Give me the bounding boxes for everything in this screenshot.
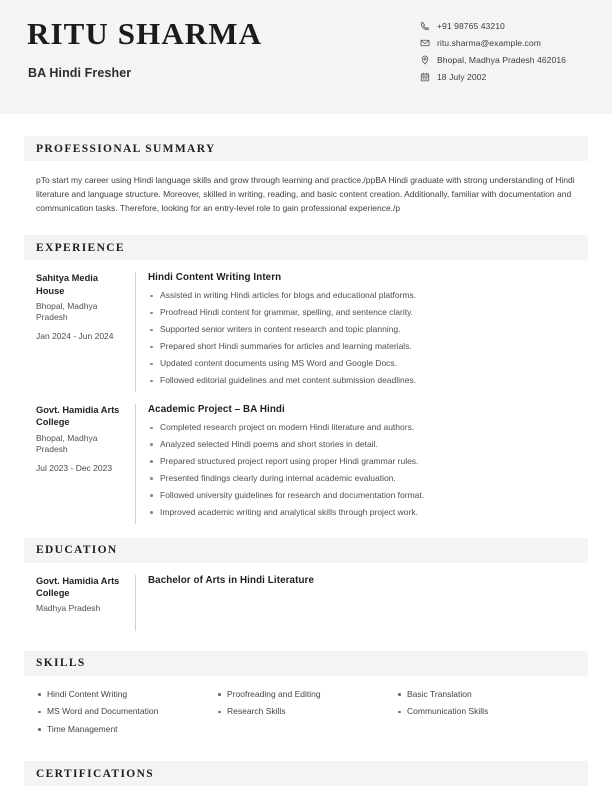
section-bar-summary [24,136,588,161]
education-degree: Bachelor of Arts in Hindi Literature [148,574,314,586]
section-title-education: EDUCATION [36,544,118,557]
experience-entry-meta [36,272,135,392]
list-item: Followed university guidelines for research and documentation format. [148,490,588,501]
contact-birthdate [420,72,566,82]
section-bar-experience [24,235,588,260]
section-bar-certifications [24,761,588,786]
experience-organization: Govt. Hamidia Arts College [36,405,120,428]
candidate-name: RITU SHARMA [27,16,263,51]
resume-header [0,0,612,114]
contact-list [420,21,588,82]
contact-phone-value: +91 98765 43210 [436,21,505,31]
summary-text: pTo start my career using Hindi language skills and grow through learning and practice./ppBA Hindi graduate with strong understanding of Hindi literature and language structure. Moreover, skilled in writing, reading, and basic content creation. Additionally, familiar with documentation and communication tasks. Therefore, looking for an entry-level role to gain professional experience./p [36,175,575,213]
list-item: Proofread Hindi content for grammar, spelling, and sentence clarity. [148,307,588,318]
list-item: Time Management [36,724,216,735]
section-title-skills: SKILLS [36,657,86,670]
list-item: Basic Translation [396,689,576,700]
section-certifications [0,761,612,786]
section-skills [0,651,612,741]
experience-role: Academic Project – BA Hindi [148,404,285,416]
envelope-icon [420,38,430,48]
calendar-icon [420,72,430,82]
list-item: Assisted in writing Hindi articles for blogs and educational platforms. [148,290,588,301]
list-item: Communication Skills [396,706,576,717]
section-title-certifications: CERTIFICATIONS [36,767,154,780]
list-item: MS Word and Documentation [36,706,216,717]
list-item: Followed editorial guidelines and met content submission deadlines. [148,375,588,386]
section-bar-education [24,538,588,563]
contact-location-value: Bhopal, Madhya Pradesh 462016 [436,55,566,65]
skills-column [396,689,576,741]
skills-list [36,689,216,735]
section-title-summary: PROFESSIONAL SUMMARY [36,142,216,155]
section-professional-summary [0,136,612,215]
list-item: Prepared structured project report using proper Hindi grammar rules. [148,456,588,467]
header-identity [24,16,262,80]
education-entry-meta [36,575,135,631]
contact-birthdate-value: 18 July 2002 [436,72,487,82]
contact-phone [420,21,566,31]
experience-entry-details [135,404,588,524]
section-bar-skills [24,651,588,676]
candidate-job-title: BA Hindi Fresher [28,65,132,80]
experience-bullet-list [148,290,588,386]
education-entry [24,563,588,631]
section-experience [0,235,612,524]
spacer-before-experience [0,215,612,235]
experience-dates: Jan 2024 - Jun 2024 [36,330,114,341]
list-item: Presented findings clearly during internal academic evaluation. [148,473,588,484]
skills-column [36,689,216,741]
list-item: Completed research project on modern Hindi literature and authors. [148,422,588,433]
experience-role: Hindi Content Writing Intern [148,272,282,284]
section-education [0,538,612,631]
contact-location [420,55,566,65]
list-item: Proofreading and Editing [216,689,396,700]
experience-entry [24,392,588,524]
skills-columns [24,676,588,741]
experience-location: Bhopal, Madhya Pradesh [36,300,98,323]
skills-list [396,689,576,718]
list-item: Improved academic writing and analytical skills through project work. [148,507,588,518]
experience-entry-meta [36,404,135,524]
education-entry-details [135,575,588,631]
experience-bullet-list [148,422,588,518]
section-title-experience: EXPERIENCE [36,241,125,254]
list-item: Prepared short Hindi summaries for articles and learning materials. [148,341,588,352]
experience-dates: Jul 2023 - Dec 2023 [36,462,113,473]
phone-icon [420,21,430,31]
education-organization: Govt. Hamidia Arts College [36,575,120,599]
spacer-after-header [0,114,612,136]
list-item: Supported senior writers in content research and topic planning. [148,324,588,335]
list-item: Hindi Content Writing [36,689,216,700]
education-location: Madhya Pradesh [36,603,101,614]
contact-email-value: ritu.sharma@example.com [436,38,541,48]
spacer-before-education [0,524,612,538]
experience-location: Bhopal, Madhya Pradesh [36,432,98,455]
list-item: Analyzed selected Hindi poems and short stories in detail. [148,439,588,450]
skills-column [216,689,396,741]
experience-entry [24,260,588,392]
contact-email [420,38,566,48]
spacer-before-certifications [0,741,612,761]
experience-organization: Sahitya Media House [36,273,99,296]
location-icon [420,55,430,65]
experience-entry-details [135,272,588,392]
skills-list [216,689,396,718]
list-item: Research Skills [216,706,396,717]
list-item: Updated content documents using MS Word and Google Docs. [148,358,588,369]
spacer-before-skills [0,631,612,651]
